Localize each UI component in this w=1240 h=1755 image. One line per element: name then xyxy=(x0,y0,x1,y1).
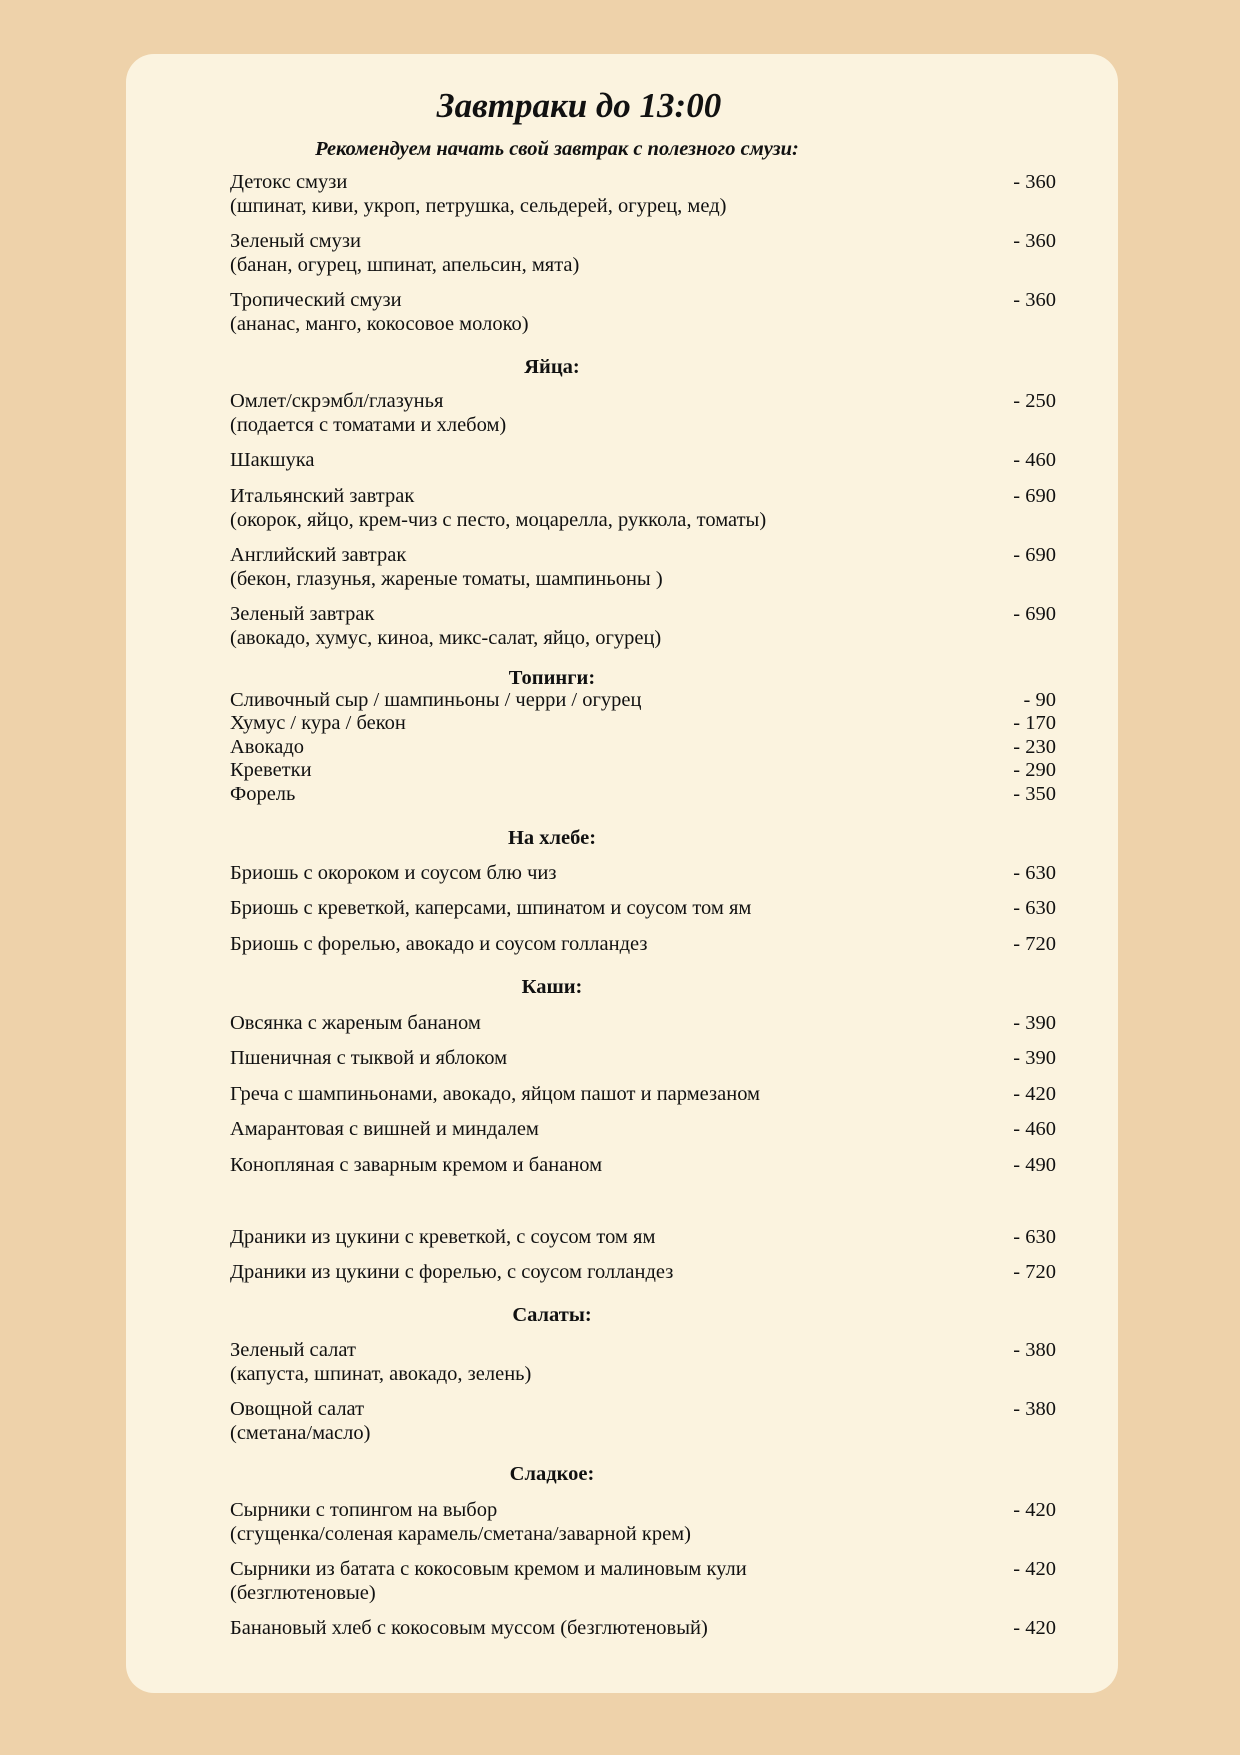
item-price: - 690 xyxy=(1013,603,1056,625)
item-price: - 390 xyxy=(1013,1047,1056,1069)
item-name: Креветки xyxy=(230,759,312,781)
menu-item xyxy=(230,390,1056,437)
item-desc: (подается с томатами и хлебом) xyxy=(230,413,507,436)
item-desc: (ананас, манго, кокосовое молоко) xyxy=(230,312,529,335)
item-name: Греча с шампиньонами, авокадо, яйцом пашот и пармезаном xyxy=(230,1083,761,1105)
item-price: - 420 xyxy=(1013,1499,1056,1521)
menu-item xyxy=(230,1154,1056,1178)
item-name: Овсянка с жареным бананом xyxy=(230,1012,481,1034)
menu-item xyxy=(230,736,1056,760)
menu-card xyxy=(126,54,1118,1693)
item-name: Овощной салат xyxy=(230,1398,365,1420)
menu-subtitle: Рекомендуем начать свой завтрак с полезного смузи: xyxy=(315,138,799,160)
item-price: - 90 xyxy=(1023,689,1056,711)
item-name: Авокадо xyxy=(230,736,305,758)
item-price: - 490 xyxy=(1013,1154,1056,1176)
menu-item xyxy=(230,783,1056,807)
menu-item xyxy=(230,1499,1056,1546)
item-name: Английский завтрак xyxy=(230,544,407,566)
item-price: - 360 xyxy=(1013,171,1056,193)
item-price: - 420 xyxy=(1013,1558,1056,1580)
menu-item xyxy=(230,689,1056,713)
menu-item xyxy=(230,1012,1056,1036)
section-heading-salads: Салаты: xyxy=(512,1304,592,1326)
menu-item xyxy=(230,1617,1056,1641)
item-price: - 460 xyxy=(1013,449,1056,471)
menu-item xyxy=(230,1118,1056,1142)
section-heading-sweets: Сладкое: xyxy=(509,1463,595,1485)
menu-item xyxy=(230,171,1056,218)
item-desc: (шпинат, киви, укроп, петрушка, сельдерей, огурец, мед) xyxy=(230,194,727,217)
item-name: Банановый хлеб с кокосовым муссом (безглютеновый) xyxy=(230,1617,708,1639)
menu-item xyxy=(230,449,1056,473)
menu-item xyxy=(230,1558,1056,1605)
item-name: Хумус / кура / бекон xyxy=(230,712,406,734)
item-price: - 720 xyxy=(1013,933,1056,955)
item-name: Сливочный сыр / шампиньоны / черри / огурец xyxy=(230,689,642,711)
menu-item xyxy=(230,759,1056,783)
menu-item xyxy=(230,1083,1056,1107)
item-price: - 380 xyxy=(1013,1398,1056,1420)
item-price: - 690 xyxy=(1013,485,1056,507)
item-name: Зеленый завтрак xyxy=(230,603,375,625)
menu-item xyxy=(230,289,1056,336)
item-desc: (банан, огурец, шпинат, апельсин, мята) xyxy=(230,253,580,276)
menu-item xyxy=(230,933,1056,957)
menu-item xyxy=(230,230,1056,277)
item-price: - 460 xyxy=(1013,1118,1056,1140)
item-name: Зеленый салат xyxy=(230,1339,356,1361)
menu-item xyxy=(230,1339,1056,1386)
item-price: - 360 xyxy=(1013,289,1056,311)
item-name: Драники из цукини с креветкой, с соусом том ям xyxy=(230,1226,656,1248)
menu-item xyxy=(230,897,1056,921)
item-desc: (сметана/масло) xyxy=(230,1421,371,1444)
item-name: Бриошь с окороком и соусом блю чиз xyxy=(230,862,557,884)
section-heading-porridge: Каши: xyxy=(521,976,583,998)
menu-item xyxy=(230,712,1056,736)
item-price: - 690 xyxy=(1013,544,1056,566)
item-desc: (бекон, глазунья, жареные томаты, шампиньоны ) xyxy=(230,567,663,590)
item-desc: (безглютеновые) xyxy=(230,1581,376,1604)
item-name: Сырники из батата с кокосовым кремом и малиновым кули xyxy=(230,1558,747,1580)
item-price: - 170 xyxy=(1013,712,1056,734)
item-name: Драники из цукини с форелью, с соусом голландез xyxy=(230,1261,674,1283)
item-price: - 630 xyxy=(1013,1226,1056,1248)
menu-item xyxy=(230,603,1056,650)
item-desc: (сгущенка/соленая карамель/сметана/заварной крем) xyxy=(230,1522,691,1545)
item-price: - 250 xyxy=(1013,390,1056,412)
item-name: Бриошь с креветкой, каперсами, шпинатом и соусом том ям xyxy=(230,897,752,919)
item-price: - 290 xyxy=(1013,759,1056,781)
item-desc: (окорок, яйцо, крем-чиз с песто, моцарелла, руккола, томаты) xyxy=(230,508,767,531)
item-name: Бриошь с форелью, авокадо и соусом голландез xyxy=(230,933,648,955)
item-price: - 420 xyxy=(1013,1617,1056,1639)
item-name: Пшеничная с тыквой и яблоком xyxy=(230,1047,508,1069)
item-name: Омлет/скрэмбл/глазунья xyxy=(230,390,444,412)
menu-item xyxy=(230,1398,1056,1445)
item-price: - 380 xyxy=(1013,1339,1056,1361)
item-price: - 390 xyxy=(1013,1012,1056,1034)
item-price: - 630 xyxy=(1013,897,1056,919)
item-desc: (капуста, шпинат, авокадо, зелень) xyxy=(230,1362,532,1385)
item-price: - 230 xyxy=(1013,736,1056,758)
section-heading-toppings: Топинги: xyxy=(508,667,596,689)
item-price: - 720 xyxy=(1013,1261,1056,1283)
item-price: - 350 xyxy=(1013,783,1056,805)
menu-item xyxy=(230,1261,1056,1285)
item-name: Детокс смузи xyxy=(230,171,348,193)
item-price: - 420 xyxy=(1013,1083,1056,1105)
menu-item xyxy=(230,485,1056,532)
menu-item xyxy=(230,544,1056,591)
section-heading-bread: На хлебе: xyxy=(507,827,597,849)
menu-item xyxy=(230,1226,1056,1250)
item-name: Форель xyxy=(230,783,296,805)
item-name: Итальянский завтрак xyxy=(230,485,415,507)
menu-item xyxy=(230,1047,1056,1071)
item-name: Зеленый смузи xyxy=(230,230,361,252)
item-desc: (авокадо, хумус, киноа, микс-салат, яйцо, огурец) xyxy=(230,626,662,649)
menu-item xyxy=(230,862,1056,886)
item-name: Сырники с топингом на выбор xyxy=(230,1499,498,1521)
item-name: Шакшука xyxy=(230,449,315,471)
menu-title: Завтраки до 13:00 xyxy=(436,86,722,125)
section-heading-eggs: Яйца: xyxy=(524,356,580,378)
item-price: - 360 xyxy=(1013,230,1056,252)
item-name: Тропический смузи xyxy=(230,289,402,311)
item-price: - 630 xyxy=(1013,862,1056,884)
item-name: Конопляная с заварным кремом и бананом xyxy=(230,1154,603,1176)
item-name: Амарантовая с вишней и миндалем xyxy=(230,1118,539,1140)
